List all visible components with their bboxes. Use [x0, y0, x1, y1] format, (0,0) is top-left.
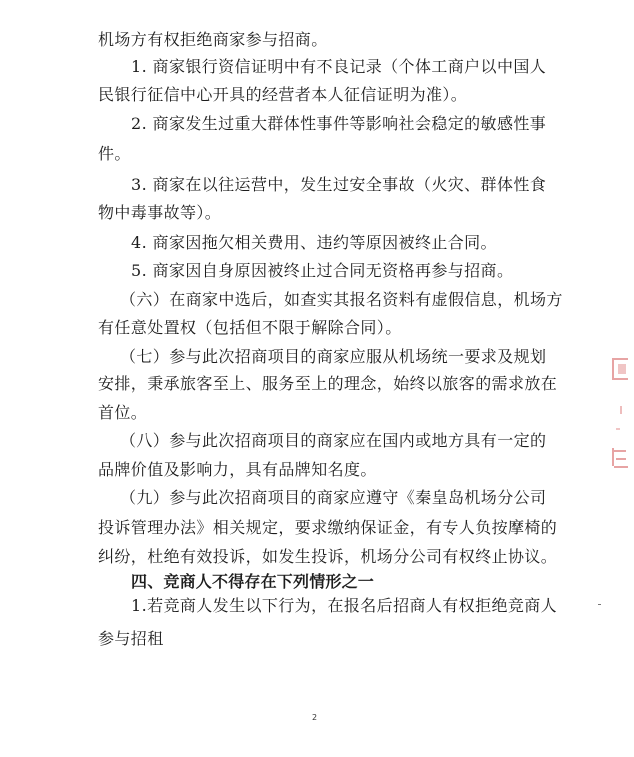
text-line: 1. 商家银行资信证明中有不良记录（个体工商户以中国人	[131, 57, 547, 76]
text-line: 安排，秉承旅客至上、服务至上的理念，始终以旅客的需求放在	[98, 374, 558, 393]
text-line: 1.若竞商人发生以下行为，在报名后招商人有权拒绝竞商人	[131, 596, 558, 615]
scan-mark	[598, 604, 601, 605]
text-line: 品牌价值及影响力，具有品牌知名度。	[98, 460, 377, 479]
text-line: 件。	[98, 144, 131, 163]
seal-stroke	[620, 406, 622, 414]
seal-stroke	[612, 358, 614, 380]
text-line: 有任意处置权（包括但不限于解除合同）。	[98, 318, 402, 337]
seal-stroke	[614, 450, 626, 452]
section-heading: 四、竞商人不得存在下列情形之一	[131, 572, 375, 591]
text-line: （八）参与此次招商项目的商家应在国内或地方具有一定的	[120, 431, 547, 450]
seal-stroke	[614, 466, 628, 468]
seal-stroke	[616, 458, 626, 460]
text-line: 5. 商家因自身原因被终止过合同无资格再参与招商。	[131, 261, 514, 280]
text-line: 3. 商家在以往运营中，发生过安全事故（火灾、群体性食	[131, 175, 547, 194]
text-line: 物中毒事故等）。	[98, 203, 222, 222]
page-number: 2	[312, 713, 318, 722]
text-line: 4. 商家因拖欠相关费用、违约等原因被终止合同。	[131, 233, 497, 252]
text-line: （九）参与此次招商项目的商家应遵守《秦皇岛机场分公司	[120, 488, 547, 507]
text-line: 参与招租	[98, 629, 164, 648]
seal-stroke	[616, 428, 620, 430]
text-line: 民银行征信中心开具的经营者本人征信证明为准）。	[98, 85, 468, 104]
text-line: 2. 商家发生过重大群体性事件等影响社会稳定的敏感性事	[131, 114, 547, 133]
text-line: （六）在商家中选后，如查实其报名资料有虚假信息，机场方	[120, 290, 563, 309]
text-line: 纠纷，杜绝有效投诉，如发生投诉，机场分公司有权终止协议。	[98, 547, 558, 566]
seal-stroke	[618, 364, 626, 374]
text-line: 投诉管理办法》相关规定，要求缴纳保证金，有专人负按摩椅的	[98, 518, 558, 537]
text-line: 首位。	[98, 403, 148, 422]
text-line: 机场方有权拒绝商家参与招商。	[98, 30, 328, 49]
seal-stroke	[614, 378, 628, 380]
seal-stroke	[614, 358, 628, 360]
text-line: （七）参与此次招商项目的商家应服从机场统一要求及规划	[120, 347, 547, 366]
seal-stamp-fragment	[610, 352, 634, 492]
